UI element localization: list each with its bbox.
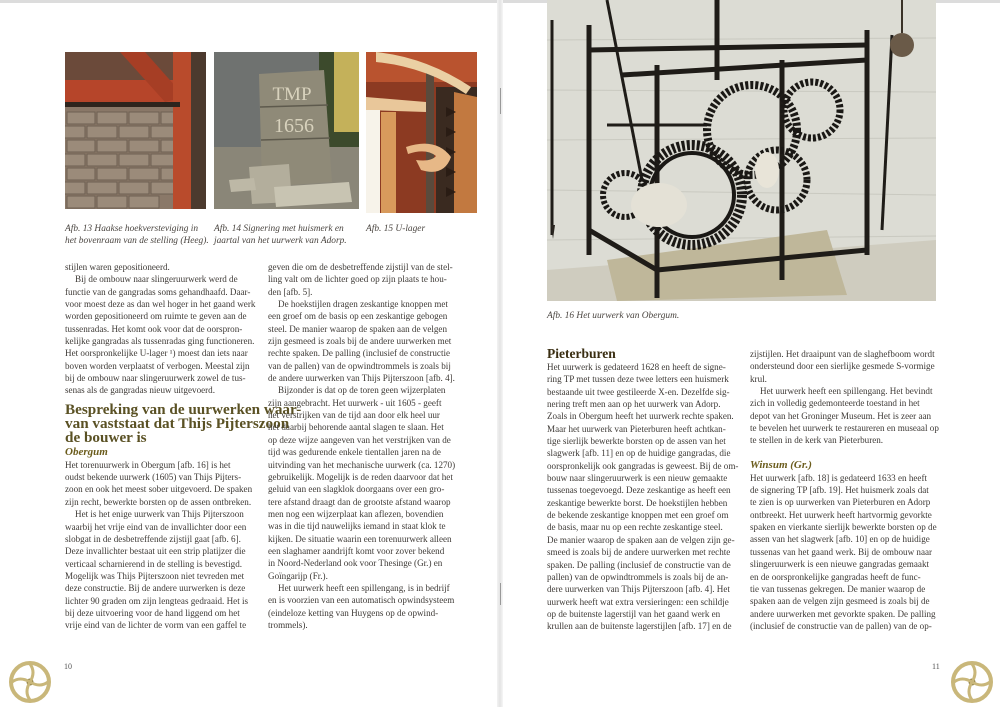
section-heading — [65, 400, 302, 446]
text-line: voor moest deze as dan wel hoger in het gaand werk — [65, 299, 256, 310]
paragraph — [750, 385, 945, 447]
text-line: tie van tussenas gekregen. De manier waarop de — [750, 583, 926, 594]
subheading-winsum: Winsum (Gr.) — [750, 458, 812, 471]
caption-line: jaartal van het uurwerk van Adorp. — [214, 236, 347, 247]
text-line: was in die tijd nauwelijks iemand in staat klok te — [268, 521, 446, 532]
text-line: zijn recht, bewerkte borsten op de assen ontbreken. — [65, 496, 252, 507]
figure-16-caption: Afb. 16 Het uurwerk van Obergum. — [547, 311, 680, 321]
text-line: ring TP met tussen deze twee letters een huismerk — [547, 374, 729, 385]
obergum-clockwork-photo — [547, 0, 936, 301]
text-line: zich in volledig gedemonteerde toestand in het — [750, 398, 920, 409]
paragraph — [750, 348, 945, 385]
crop-mark — [500, 88, 501, 114]
text-line: senas als de gangradas nieuw uitgevoerd. — [65, 385, 215, 396]
text-line: Het torenuurwerk in Obergum [afb. 16] is het — [65, 459, 231, 470]
text-line: Het oorspronkelijke U-lager ¹) moest dan iets naar — [65, 348, 248, 359]
paragraph — [547, 361, 747, 633]
text-line: en is voorzien van een automatisch opwindsysteem — [268, 595, 455, 606]
text-line: te bevelen het uurwerk te restaureren en museaal op — [750, 423, 939, 434]
text-line: gebruikelijk. Mogelijk is de reden daarvoor dat het — [268, 471, 453, 482]
text-line: den [afb. 5]. — [268, 286, 313, 297]
text-line: uitvinding van het mechanische uurwerk (ca. 1270) — [268, 459, 456, 470]
subheading-obergum: Obergum — [65, 445, 108, 458]
text-line: dere uurwerken van Thijs Pijterszoon [afb. 4]. Het — [547, 584, 730, 595]
text-line: het verstrijken van de tijd aan door elk heel uur — [268, 410, 440, 421]
text-line: en de oorspronkelijke gangradas heeft de func- — [750, 571, 921, 582]
paragraph — [268, 384, 480, 582]
text-line: Maar het uurwerk van Pieterburen heeft achtkan- — [547, 423, 726, 434]
text-line: Bijzonder is dat op de toren geen wijzerplaten — [278, 385, 446, 396]
text-line: zeskantige bewerkte borst. De hoekstijlen hebben — [547, 497, 728, 508]
text-line: vrije eind van de lichter de vorm van een gaffel te — [65, 620, 247, 631]
text-line: slagwerk [afb. 11] en op de huidige gangradas, die — [547, 448, 731, 459]
paragraph — [268, 261, 480, 298]
text-line: tijd was gedurende enkele tientallen jaren na de — [268, 447, 441, 458]
text-line: nering treft men aan op het uurwerk van Adorp. — [547, 399, 721, 410]
text-line: spaken aan de velgen zijn gesmeed is zoals bij de — [750, 596, 930, 607]
caption-line: het bovenraam van de stelling (Heeg). — [65, 236, 209, 247]
heading-line: Bespreking van de uurwerken waar- — [65, 400, 302, 418]
text-line: geven die om de desbetreffende zijstijl van de stel- — [268, 262, 453, 272]
text-line: Deze invallichter bestaat uit een strip platijzer die — [65, 546, 246, 557]
text-line: (inclusief de constructie van de pallen) van de op- — [750, 620, 932, 631]
text-line: spaken. De palling (inclusief de constructie van de — [547, 559, 731, 570]
text-line: bij de ombouw naar slingeruurwerk zowel de tus- — [65, 373, 246, 384]
paragraph — [65, 261, 265, 273]
figure-15-caption — [366, 223, 425, 235]
left-column-2 — [268, 261, 480, 631]
page-number-right: 11 — [932, 662, 940, 671]
text-line: het daarbij behorende aantal slagen te slaan. Het — [268, 422, 444, 433]
stone-initials: TMP — [272, 84, 312, 105]
text-line: kelijke gangradas als tussenradas ging functioneren. — [65, 336, 255, 347]
text-line: Het uurwerk heeft een spillengang, is in bedrijf — [278, 582, 450, 593]
text-line: De hoekstijlen dragen zeskantige knoppen met — [278, 299, 448, 310]
text-line: geluid van een slagklok doorgaans over een gro- — [268, 484, 445, 495]
text-line: ondersteund door een sierlijke gesmede S-vormige — [750, 361, 935, 372]
caption-line: Afb. 15 U-lager — [366, 224, 426, 234]
text-line: tere afstand draagt dan de grootste afstand waarop — [268, 496, 451, 507]
text-line: pallen) van de opwindtrommels is zoals bij de an- — [547, 571, 729, 582]
text-line: functie van de gangradas soms gehandhaafd. Daar- — [65, 286, 251, 297]
figure-14-caption — [214, 223, 347, 248]
text-line: smeed is zoals bij de andere uurwerken met rechte — [547, 547, 731, 558]
text-line: een slaghamer aandrijft komt voor zover bekend — [268, 545, 445, 556]
text-line: ontbreekt. Het uurwerk heeft hartvormig gevorkte — [750, 509, 932, 520]
text-line: stijlen waren gepositioneerd. — [65, 262, 170, 272]
text-line: zoon en ook het meest sober uitgevoerd. De spaken — [65, 484, 253, 495]
text-line: van de pallen) van de opwindtrommels is zoals bij — [268, 360, 451, 371]
text-line: de signering TP [afb. 19]. Het huismerk zoals dat — [750, 485, 929, 496]
text-line: krullen aan de buitenste lagerstijlen [afb. 17] en de — [547, 621, 732, 632]
text-line: Het uurwerk [afb. 18] is gedateerd 1633 en heeft — [750, 472, 928, 483]
text-line: trommels). — [268, 619, 308, 630]
text-line: kijken. De situatie waarin een torenuurwerk alleen — [268, 533, 452, 544]
paragraph — [268, 298, 480, 384]
text-line: te stellen in de kerk van Pieterburen. — [750, 435, 884, 446]
crop-mark — [500, 583, 501, 605]
stone-year: 1656 — [274, 115, 314, 137]
u-bearing-photo — [366, 52, 477, 213]
brass-wheel-icon — [950, 660, 994, 704]
paragraph — [65, 273, 265, 396]
text-line: De manier waarop de spaken aan de velgen zijn ge- — [547, 534, 735, 545]
text-line: bestaande uit twee gestileerde X-en. Dezelfde sig- — [547, 386, 730, 397]
figure-13-photo — [65, 52, 206, 209]
figure-14-photo — [214, 52, 359, 209]
text-line: uurwerk heeft wat extra versieringen: een schildje — [547, 596, 729, 607]
text-line: spaken en vierkante sierlijk bewerkte borsten op de — [750, 522, 937, 533]
text-line: men nog een wijzerplaat kan aflezen, bovendien — [268, 508, 444, 519]
caption-line: Afb. 14 Signering met huismerk en — [214, 224, 344, 234]
text-line: slobgat in de desbetreffende zijstijl gaat [afb. 6]. — [65, 533, 241, 544]
heading-pieterburen: Pieterburen — [547, 346, 616, 361]
text-line: worden gepositioneerd om ruimte te geven aan de — [65, 311, 247, 322]
text-line: op deze wijze aangeven van het verstrijken van de — [268, 434, 451, 445]
text-line: lichter 90 graden om zijn lengteas gedraaid. Het is — [65, 595, 249, 606]
text-line: depot van het Groninger Museum. Het is zeer aan — [750, 410, 932, 421]
text-line: assen van het slagwerk [afb. 10] en op de huidige — [750, 534, 930, 545]
text-line: de bekende zeskantige knoppen met een groef om — [547, 510, 729, 521]
text-line: deze constructie. Bij de andere uurwerken is deze — [65, 583, 246, 594]
text-line: boven worden verplaatst of verbogen. Meestal zijn — [65, 360, 250, 371]
text-line: de basis, maar nu op een rechte zeskantige steel. — [547, 522, 723, 533]
text-line: zijn gesmeed is zoals bij de andere uurwerken met — [268, 336, 452, 347]
figure-15-photo — [366, 52, 477, 213]
text-line: zijstijlen. Het draaipunt van de slaghefboom wordt — [750, 349, 935, 359]
text-line: Zoals in Obergum heeft het uurwerk rechte spaken. — [547, 411, 734, 422]
heading-line: de bouwer is — [65, 428, 147, 446]
text-line: de andere uurwerken van Thijs Pijterszoon [afb. 4]. — [268, 373, 455, 384]
text-line: bij deze uitvoering voor de hand liggend om het — [65, 607, 240, 618]
corner-brace-photo — [65, 52, 206, 209]
text-line: (eindeloze ketting van Huygens op de opwind- — [268, 607, 439, 618]
text-line: Mogelijk was Thijs Pijterszoon niet tevreden met — [65, 570, 245, 581]
text-line: Goïngarijp (Fr.). — [268, 570, 328, 581]
right-column-2 — [750, 348, 945, 632]
text-line: steel. De manier waarop de spaken aan de velgen — [268, 323, 448, 334]
text-line: ling valt om de lichter goed op zijn plaats te hou- — [268, 274, 447, 285]
brass-wheel-icon — [8, 660, 52, 704]
signature-stone-photo — [214, 52, 359, 209]
text-line: oorspronkelijk ook gangradas is geweest. Bij de om- — [547, 460, 739, 471]
text-line: te zien is op uurwerken van Pieterburen en Adorp — [750, 497, 931, 508]
text-line: waarbij het vrije eind van de invallichter door een — [65, 521, 247, 532]
text-line: verticaal scharnierend in de stelling is bevestigd. — [65, 558, 243, 569]
text-line: Het uurwerk heeft een spillengang. Het bevindt — [760, 386, 933, 397]
heading-line: van vaststaat dat Thijs Pijterszoon — [65, 414, 290, 432]
right-column-1 — [547, 346, 747, 633]
caption-line: Afb. 13 Haakse hoekversteviging in — [65, 224, 199, 234]
text-line: op de buitenste lagerstijl van het gaand werk en — [547, 608, 721, 619]
text-line: bouw naar slingeruurwerk is een nieuw gemaakte — [547, 473, 728, 484]
text-line: tussenas toegevoegd. Deze zeskantige as heeft een — [547, 485, 731, 496]
text-line: een groef om de basis op een zeskantige gebogen — [268, 311, 448, 322]
paragraph — [268, 582, 480, 631]
text-line: slingeruurwerk is een nieuwe gangradas gemaakt — [750, 559, 930, 570]
text-line: andere uurwerken met gevorkte spaken. De palling — [750, 608, 936, 619]
text-line: krul. — [750, 373, 767, 384]
text-line: tussenradas. Het komt ook voor dat de oorspron- — [65, 323, 243, 334]
text-line: Het is het enige uurwerk van Thijs Pijterszoon — [75, 509, 244, 520]
text-line: Het uurwerk is gedateerd 1628 en heeft de signe- — [547, 362, 726, 372]
paragraph — [750, 472, 945, 632]
text-line: rechte spaken. De palling (inclusief de constructie — [268, 348, 451, 359]
paragraph — [65, 508, 265, 631]
text-line: tussenas van het gaand werk. Bij de ombouw naar — [750, 546, 933, 557]
text-line: oudst bekende uurwerk (1605) van Thijs Pijters- — [65, 472, 242, 483]
figure-16-photo — [547, 0, 936, 301]
text-line: in Noord-Nederland ook voor Thesinge (Gr.) en — [268, 558, 443, 569]
text-line: Bij de ombouw naar slingeruurwerk werd de — [75, 274, 238, 285]
figure-13-caption — [65, 223, 209, 248]
page-number-left: 10 — [64, 662, 72, 671]
text-line: zijn aangebracht. Het uurwerk - uit 1605 - geeft — [268, 397, 442, 408]
paragraph — [65, 459, 265, 508]
text-line: tige sierlijk bewerkte borsten op de assen van het — [547, 436, 726, 447]
